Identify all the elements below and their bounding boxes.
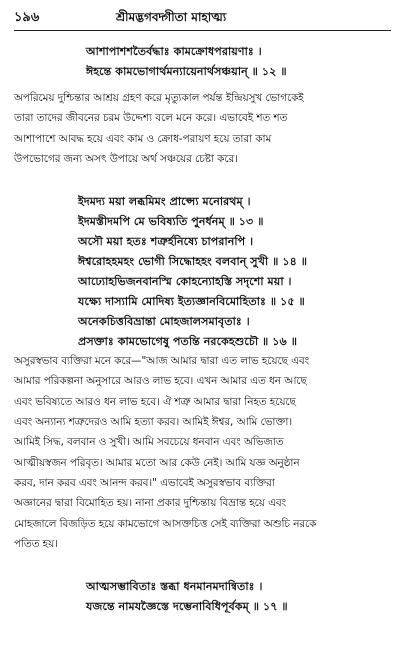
- verse-block-17: [14, 576, 391, 616]
- running-title: শ্রীমদ্ভগবদ্গীতা মাহাত্ম্য: [116, 10, 227, 24]
- verse-line: ইদমস্তীদমপি মে ভবিষ্যতি পুনর্ধনম্‌ ॥ ১৩ ॥: [78, 214, 264, 229]
- prose-line: অপরিমেয় দুশ্চিন্তার আশ্রয় গ্রহণ করে মৃত্যুকাল পর্যন্ত ইন্দ্রিয়সুখ ভোগকেই: [14, 92, 304, 104]
- verse-line: ইদমদ্য ময়া লব্ধমিমং প্রাপ্স্যে মনোরথম্‌ ।: [78, 194, 251, 209]
- verse-line: ঈহন্তে কামভোগার্থমন্যায়েনার্থসঞ্চয়ান্‌ ॥ ১২ ॥: [86, 64, 287, 78]
- prose-line: আমিই সিদ্ধ, বলবান ও সুখী। আমি সবচেয়ে ধনবান এবং অভিজাত: [14, 436, 284, 449]
- prose-line: অজ্ঞানের দ্বারা বিমোহিত হয়। নানা প্রকার দুশ্চিন্তায় বিভ্রান্ত হয়ে এবং: [14, 497, 287, 510]
- prose-line: পতিত হয়।: [14, 537, 58, 550]
- verse-line: আশাপাশশতৈর্বদ্ধাঃ কামক্রোধপরায়ণাঃ ।: [86, 44, 262, 58]
- prose-line: এবং অন্যান্য শত্রুদেরও আমি হত্যা করব। আমিই ঈশ্বর, আমি ভোক্তা।: [14, 416, 293, 429]
- verse-block-12: [14, 41, 391, 81]
- prose-line: করব, দান করব এবং আনন্দ করব।" এভাবেই অসুরস্বভাব ব্যক্তিরা: [14, 476, 275, 489]
- translation-paragraph-12: [14, 88, 391, 169]
- page-number: ১৯৬: [14, 10, 40, 25]
- prose-line: আশাপাশে আবদ্ধ হয়ে এবং কাম ও ক্রোধ-পরায়ণ হয়ে তারা কাম: [14, 132, 272, 145]
- prose-line: উপভোগের জন্য অসৎ উপায়ে অর্থ সঞ্চয়ের চেষ্টা করে।: [14, 152, 238, 165]
- prose-line: আত্মীয়স্বজন পরিবৃত। আমার মতো আর কেউ নেই। আমি যজ্ঞ অনুষ্ঠান: [14, 456, 300, 469]
- prose-line: অসুরস্বভাব ব্যক্তিরা মনে করে—"আজ আমার দ্বারা এত লাভ হয়েছে এবং: [14, 355, 310, 368]
- verse-line: যক্ষ্যে দাস্যামি মোদিষ্য ইত্যজ্ঞানবিমোহিতাঃ ॥ ১৫ ॥: [78, 294, 305, 309]
- verse-line: অসৌ ময়া হতঃ শত্রুর্হনিষ্যে চাপরানপি ।: [78, 234, 254, 249]
- verse-line: যজন্তে নামযজ্ঞৈস্তে দম্ভেনাবিধিপূর্বকম্‌ ॥ ১৭ ॥: [86, 599, 288, 614]
- verse-block-13-16: [14, 191, 391, 351]
- verse-line: আঢ্যোহভিজনবানস্মি কোহন্যোহস্তি সদৃশো ময়া ।: [78, 274, 292, 289]
- prose-line: মোহজালে বিজড়িত হয়ে কামভোগে আসক্তচিত্ত সেই ব্যক্তিরা অশুচি নরকে: [14, 517, 317, 530]
- verse-line: প্রসক্তাঃ কামভোগেষু পতন্তি নরকেহশুচৌ ॥ ১৬ ॥: [78, 334, 298, 349]
- prose-line: তারা তাদের জীবনের চরম উদ্দেশ্য বলে মনে করে। এভাবেই শত শত: [14, 112, 288, 125]
- prose-line: এবং ভবিষ্যতে আরও ধন লাভ হবে। ঐ শত্রু আমার দ্বারা নিহত হয়েছে: [14, 395, 296, 408]
- translation-paragraph-13-16: [14, 351, 391, 554]
- page-header: [14, 8, 391, 31]
- verse-line: ঈশ্বরোহহমহং ভোগী সিদ্ধোহহং বলবান্‌ সুখী ॥ ১৪ ॥: [78, 254, 308, 269]
- verse-line: আত্মসম্ভাবিতাঃ স্তব্ধা ধনমানমদান্বিতাঃ ।: [86, 579, 263, 594]
- prose-line: আমার পরিকল্পনা অনুসারে আরও লাভ হবে। এখন আমার এত ধন আছে: [14, 375, 307, 388]
- verse-line: অনেকচিত্তবিভ্রান্তা মোহজালসমাবৃতাঃ ।: [78, 314, 250, 329]
